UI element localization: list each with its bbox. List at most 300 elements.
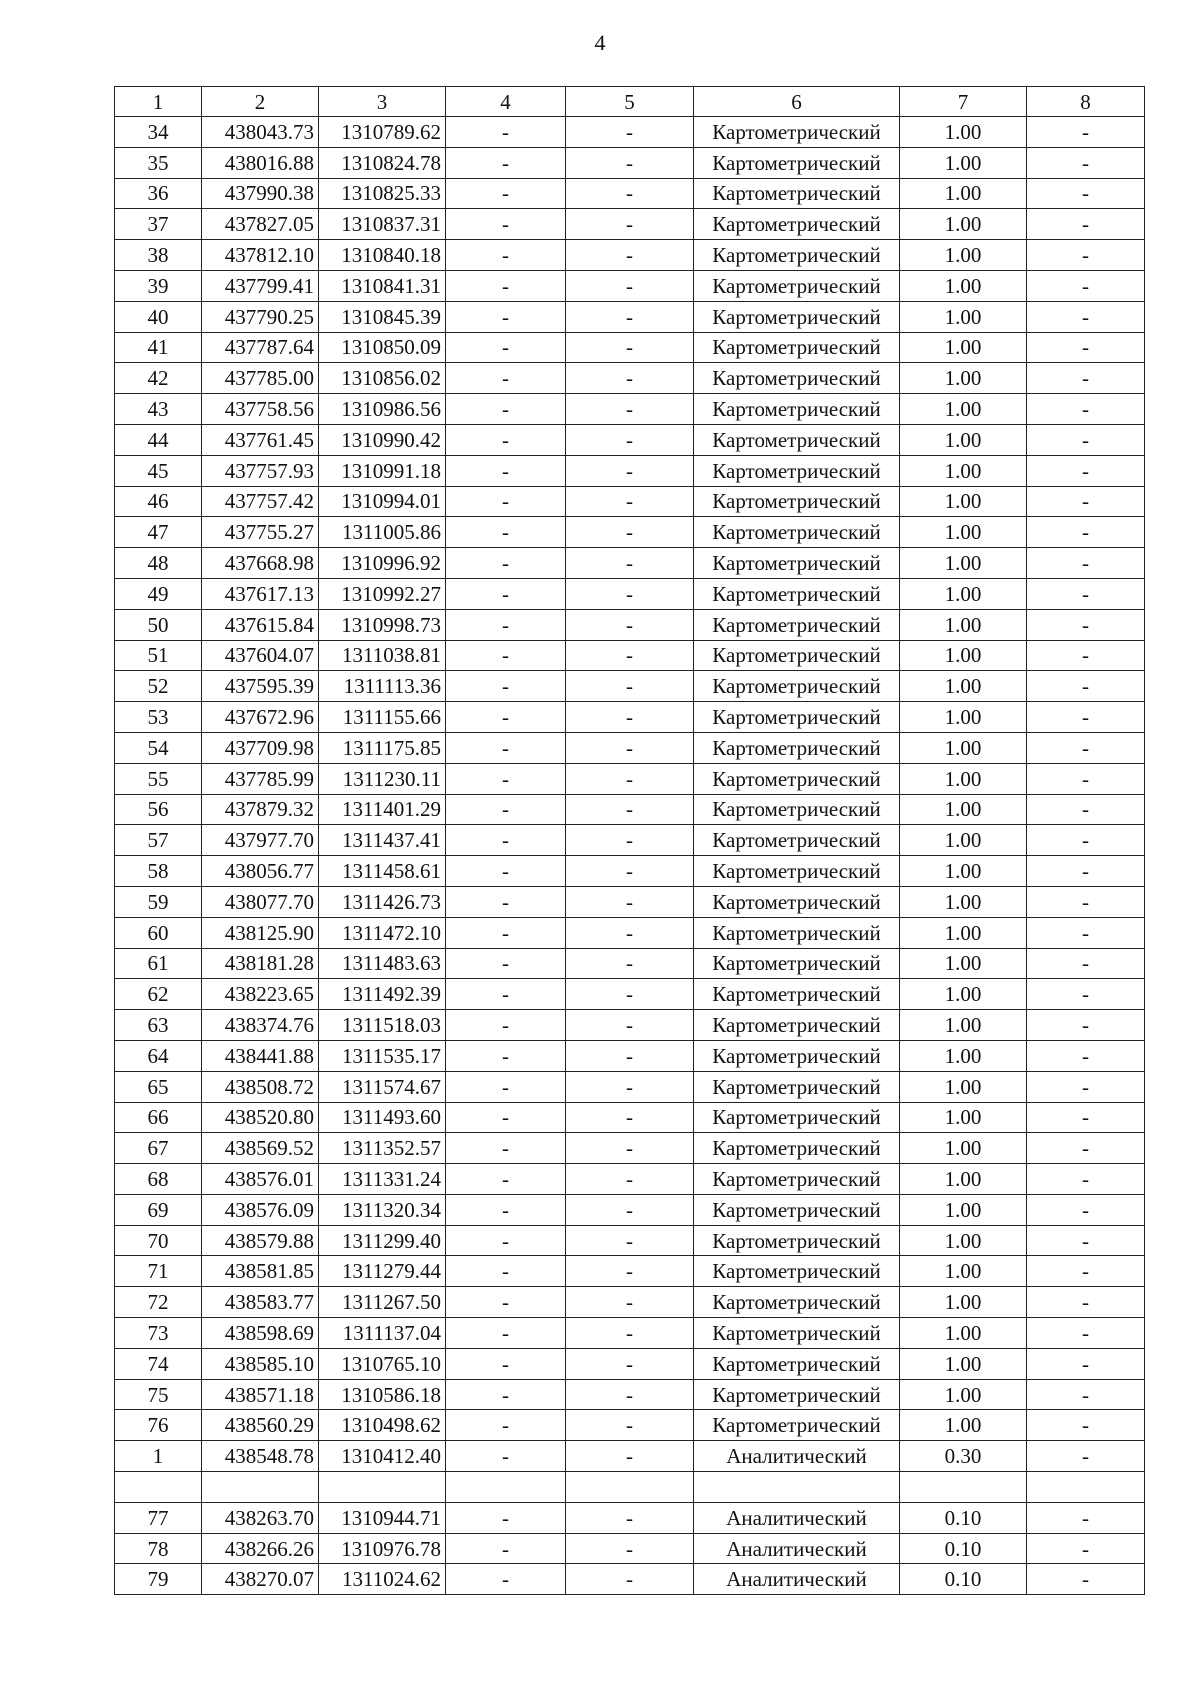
column-header-7: 7: [900, 87, 1027, 117]
y-coordinate-cell: 1310824.78: [319, 147, 446, 178]
column-4-cell: -: [446, 1225, 566, 1256]
table-row: [115, 332, 1145, 363]
point-number-cell: 74: [115, 1348, 202, 1379]
column-5-cell: -: [566, 117, 694, 148]
method-cell: Картометрический: [694, 1133, 900, 1164]
table-row: [115, 1133, 1145, 1164]
column-header-2: 2: [202, 87, 319, 117]
table-row: [115, 178, 1145, 209]
method-cell: Картометрический: [694, 424, 900, 455]
point-number-cell: 78: [115, 1533, 202, 1564]
method-cell: Картометрический: [694, 979, 900, 1010]
column-5-cell: -: [566, 1348, 694, 1379]
column-4-cell: -: [446, 825, 566, 856]
y-coordinate-cell: 1310825.33: [319, 178, 446, 209]
column-5-cell: -: [566, 1564, 694, 1595]
column-5-cell: -: [566, 640, 694, 671]
column-5-cell: -: [566, 886, 694, 917]
column-8-cell: -: [1027, 825, 1145, 856]
column-5-cell: -: [566, 1287, 694, 1318]
table-row: [115, 147, 1145, 178]
x-coordinate-cell: 437977.70: [202, 825, 319, 856]
x-coordinate-cell: 437787.64: [202, 332, 319, 363]
accuracy-cell: 1.00: [900, 732, 1027, 763]
table-row: [115, 671, 1145, 702]
column-4-cell: -: [446, 1010, 566, 1041]
table-row: [115, 486, 1145, 517]
column-4-cell: -: [446, 1410, 566, 1441]
column-4-cell: -: [446, 1379, 566, 1410]
column-5-cell: -: [566, 1164, 694, 1195]
x-coordinate-cell: 438579.88: [202, 1225, 319, 1256]
x-coordinate-cell: 437757.42: [202, 486, 319, 517]
y-coordinate-cell: 1310837.31: [319, 209, 446, 240]
x-coordinate-cell: 438270.07: [202, 1564, 319, 1595]
column-5-cell: -: [566, 1010, 694, 1041]
accuracy-cell: 1.00: [900, 209, 1027, 240]
y-coordinate-cell: 1311483.63: [319, 948, 446, 979]
accuracy-cell: 1.00: [900, 609, 1027, 640]
column-4-cell: -: [446, 1256, 566, 1287]
column-5-cell: -: [566, 1441, 694, 1472]
column-8-cell: -: [1027, 1379, 1145, 1410]
column-5-cell: -: [566, 671, 694, 702]
y-coordinate-cell: 1310991.18: [319, 455, 446, 486]
table-row: [115, 209, 1145, 240]
table-row: [115, 1472, 1145, 1503]
accuracy-cell: 1.00: [900, 1256, 1027, 1287]
accuracy-cell: 1.00: [900, 671, 1027, 702]
point-number-cell: 37: [115, 209, 202, 240]
point-number-cell: 34: [115, 117, 202, 148]
method-cell: Картометрический: [694, 886, 900, 917]
x-coordinate-cell: 438576.09: [202, 1194, 319, 1225]
method-cell: Аналитический: [694, 1502, 900, 1533]
accuracy-cell: 1.00: [900, 825, 1027, 856]
accuracy-cell: 1.00: [900, 147, 1027, 178]
column-header-8: 8: [1027, 87, 1145, 117]
table-row: [115, 825, 1145, 856]
method-cell: [694, 1472, 900, 1503]
y-coordinate-cell: 1310998.73: [319, 609, 446, 640]
point-number-cell: 1: [115, 1441, 202, 1472]
column-4-cell: -: [446, 1040, 566, 1071]
column-8-cell: -: [1027, 671, 1145, 702]
method-cell: Картометрический: [694, 486, 900, 517]
column-8-cell: -: [1027, 1040, 1145, 1071]
table-row: [115, 1225, 1145, 1256]
column-8-cell: -: [1027, 1133, 1145, 1164]
x-coordinate-cell: 438581.85: [202, 1256, 319, 1287]
y-coordinate-cell: 1311267.50: [319, 1287, 446, 1318]
column-4-cell: -: [446, 671, 566, 702]
point-number-cell: 46: [115, 486, 202, 517]
y-coordinate-cell: 1310976.78: [319, 1533, 446, 1564]
table-row: [115, 455, 1145, 486]
column-5-cell: -: [566, 1256, 694, 1287]
column-5-cell: -: [566, 1379, 694, 1410]
y-coordinate-cell: 1310845.39: [319, 301, 446, 332]
point-number-cell: 55: [115, 763, 202, 794]
x-coordinate-cell: 438569.52: [202, 1133, 319, 1164]
column-8-cell: -: [1027, 301, 1145, 332]
point-number-cell: 45: [115, 455, 202, 486]
x-coordinate-cell: 437785.99: [202, 763, 319, 794]
column-8-cell: -: [1027, 1502, 1145, 1533]
column-4-cell: -: [446, 578, 566, 609]
y-coordinate-cell: 1310841.31: [319, 270, 446, 301]
x-coordinate-cell: 437879.32: [202, 794, 319, 825]
accuracy-cell: 0.10: [900, 1533, 1027, 1564]
column-8-cell: -: [1027, 117, 1145, 148]
column-8-cell: -: [1027, 1441, 1145, 1472]
column-8-cell: -: [1027, 424, 1145, 455]
column-5-cell: -: [566, 1133, 694, 1164]
column-5-cell: -: [566, 517, 694, 548]
accuracy-cell: 1.00: [900, 1410, 1027, 1441]
point-number-cell: 73: [115, 1318, 202, 1349]
column-5-cell: [566, 1472, 694, 1503]
column-4-cell: -: [446, 1441, 566, 1472]
x-coordinate-cell: 438598.69: [202, 1318, 319, 1349]
header-row: [115, 87, 1145, 117]
accuracy-cell: 1.00: [900, 424, 1027, 455]
x-coordinate-cell: 438266.26: [202, 1533, 319, 1564]
method-cell: Картометрический: [694, 794, 900, 825]
column-8-cell: -: [1027, 517, 1145, 548]
y-coordinate-cell: 1311320.34: [319, 1194, 446, 1225]
column-4-cell: -: [446, 794, 566, 825]
point-number-cell: 48: [115, 548, 202, 579]
column-8-cell: -: [1027, 1194, 1145, 1225]
method-cell: Картометрический: [694, 609, 900, 640]
table-row: [115, 1533, 1145, 1564]
table-row: [115, 1379, 1145, 1410]
column-4-cell: -: [446, 486, 566, 517]
table-row: [115, 517, 1145, 548]
accuracy-cell: 1.00: [900, 178, 1027, 209]
x-coordinate-cell: 438576.01: [202, 1164, 319, 1195]
table-row: [115, 1410, 1145, 1441]
table-row: [115, 886, 1145, 917]
y-coordinate-cell: 1311038.81: [319, 640, 446, 671]
method-cell: Аналитический: [694, 1564, 900, 1595]
column-8-cell: -: [1027, 948, 1145, 979]
column-4-cell: -: [446, 548, 566, 579]
method-cell: Картометрический: [694, 332, 900, 363]
point-number-cell: 59: [115, 886, 202, 917]
table-row: [115, 1287, 1145, 1318]
column-8-cell: -: [1027, 1225, 1145, 1256]
column-4-cell: -: [446, 270, 566, 301]
method-cell: Картометрический: [694, 763, 900, 794]
point-number-cell: 35: [115, 147, 202, 178]
accuracy-cell: 1.00: [900, 1164, 1027, 1195]
table-row: [115, 394, 1145, 425]
x-coordinate-cell: 437672.96: [202, 702, 319, 733]
column-header-3: 3: [319, 87, 446, 117]
table-row: [115, 1102, 1145, 1133]
column-4-cell: -: [446, 178, 566, 209]
accuracy-cell: 1.00: [900, 702, 1027, 733]
point-number-cell: 68: [115, 1164, 202, 1195]
column-8-cell: -: [1027, 1164, 1145, 1195]
accuracy-cell: 1.00: [900, 1102, 1027, 1133]
column-4-cell: -: [446, 856, 566, 887]
x-coordinate-cell: 437761.45: [202, 424, 319, 455]
column-5-cell: -: [566, 548, 694, 579]
column-4-cell: -: [446, 702, 566, 733]
y-coordinate-cell: 1310412.40: [319, 1441, 446, 1472]
x-coordinate-cell: 438441.88: [202, 1040, 319, 1071]
column-8-cell: -: [1027, 394, 1145, 425]
column-4-cell: -: [446, 1194, 566, 1225]
column-5-cell: -: [566, 1410, 694, 1441]
table-body: [115, 117, 1145, 1595]
column-8-cell: -: [1027, 578, 1145, 609]
column-8-cell: -: [1027, 147, 1145, 178]
table-row: [115, 578, 1145, 609]
method-cell: Картометрический: [694, 548, 900, 579]
point-number-cell: 64: [115, 1040, 202, 1071]
x-coordinate-cell: 438560.29: [202, 1410, 319, 1441]
table-row: [115, 609, 1145, 640]
column-5-cell: -: [566, 270, 694, 301]
table-row: [115, 1164, 1145, 1195]
x-coordinate-cell: 438374.76: [202, 1010, 319, 1041]
column-5-cell: -: [566, 825, 694, 856]
point-number-cell: 70: [115, 1225, 202, 1256]
method-cell: Аналитический: [694, 1441, 900, 1472]
accuracy-cell: 1.00: [900, 640, 1027, 671]
point-number-cell: 57: [115, 825, 202, 856]
column-8-cell: -: [1027, 1318, 1145, 1349]
point-number-cell: 43: [115, 394, 202, 425]
method-cell: Картометрический: [694, 363, 900, 394]
accuracy-cell: 1.00: [900, 270, 1027, 301]
x-coordinate-cell: 437615.84: [202, 609, 319, 640]
column-5-cell: -: [566, 486, 694, 517]
point-number-cell: 50: [115, 609, 202, 640]
column-header-6: 6: [694, 87, 900, 117]
method-cell: Картометрический: [694, 1256, 900, 1287]
accuracy-cell: 1.00: [900, 794, 1027, 825]
table-row: [115, 856, 1145, 887]
column-4-cell: -: [446, 424, 566, 455]
accuracy-cell: 1.00: [900, 1194, 1027, 1225]
x-coordinate-cell: 438583.77: [202, 1287, 319, 1318]
column-5-cell: -: [566, 794, 694, 825]
column-8-cell: -: [1027, 548, 1145, 579]
point-number-cell: 44: [115, 424, 202, 455]
y-coordinate-cell: 1310996.92: [319, 548, 446, 579]
table-row: [115, 363, 1145, 394]
y-coordinate-cell: 1311535.17: [319, 1040, 446, 1071]
table-row: [115, 1318, 1145, 1349]
column-8-cell: -: [1027, 1102, 1145, 1133]
y-coordinate-cell: 1311024.62: [319, 1564, 446, 1595]
y-coordinate-cell: 1310856.02: [319, 363, 446, 394]
method-cell: Картометрический: [694, 301, 900, 332]
y-coordinate-cell: 1310789.62: [319, 117, 446, 148]
method-cell: Картометрический: [694, 1194, 900, 1225]
accuracy-cell: 1.00: [900, 948, 1027, 979]
column-8-cell: -: [1027, 702, 1145, 733]
point-number-cell: 36: [115, 178, 202, 209]
x-coordinate-cell: 438223.65: [202, 979, 319, 1010]
table-row: [115, 917, 1145, 948]
accuracy-cell: 1.00: [900, 363, 1027, 394]
table-row: [115, 1564, 1145, 1595]
table-row: [115, 948, 1145, 979]
table-row: [115, 424, 1145, 455]
point-number-cell: 56: [115, 794, 202, 825]
table-row: [115, 794, 1145, 825]
point-number-cell: 41: [115, 332, 202, 363]
table-row: [115, 1502, 1145, 1533]
column-4-cell: -: [446, 332, 566, 363]
x-coordinate-cell: 438077.70: [202, 886, 319, 917]
column-header-1: 1: [115, 87, 202, 117]
x-coordinate-cell: 438585.10: [202, 1348, 319, 1379]
method-cell: Картометрический: [694, 455, 900, 486]
column-8-cell: -: [1027, 1533, 1145, 1564]
y-coordinate-cell: 1311352.57: [319, 1133, 446, 1164]
point-number-cell: 42: [115, 363, 202, 394]
point-number-cell: 52: [115, 671, 202, 702]
column-8-cell: -: [1027, 917, 1145, 948]
table-row: [115, 1194, 1145, 1225]
table-row: [115, 1441, 1145, 1472]
y-coordinate-cell: 1311492.39: [319, 979, 446, 1010]
column-8-cell: -: [1027, 1010, 1145, 1041]
column-8-cell: -: [1027, 732, 1145, 763]
column-4-cell: -: [446, 1348, 566, 1379]
method-cell: Картометрический: [694, 1164, 900, 1195]
method-cell: Картометрический: [694, 732, 900, 763]
column-8-cell: -: [1027, 332, 1145, 363]
x-coordinate-cell: 437990.38: [202, 178, 319, 209]
column-4-cell: -: [446, 1287, 566, 1318]
accuracy-cell: 1.00: [900, 763, 1027, 794]
point-number-cell: 72: [115, 1287, 202, 1318]
x-coordinate-cell: 437668.98: [202, 548, 319, 579]
column-4-cell: -: [446, 1133, 566, 1164]
accuracy-cell: 1.00: [900, 979, 1027, 1010]
x-coordinate-cell: 437617.13: [202, 578, 319, 609]
column-5-cell: -: [566, 1225, 694, 1256]
x-coordinate-cell: [202, 1472, 319, 1503]
method-cell: Картометрический: [694, 1410, 900, 1441]
method-cell: Картометрический: [694, 640, 900, 671]
page-number: 4: [594, 30, 606, 55]
method-cell: Картометрический: [694, 1348, 900, 1379]
y-coordinate-cell: 1310586.18: [319, 1379, 446, 1410]
y-coordinate-cell: 1311472.10: [319, 917, 446, 948]
accuracy-cell: 1.00: [900, 117, 1027, 148]
column-4-cell: -: [446, 363, 566, 394]
column-5-cell: -: [566, 979, 694, 1010]
column-4-cell: -: [446, 886, 566, 917]
accuracy-cell: 1.00: [900, 886, 1027, 917]
column-8-cell: -: [1027, 455, 1145, 486]
table-row: [115, 1071, 1145, 1102]
y-coordinate-cell: 1311401.29: [319, 794, 446, 825]
point-number-cell: 77: [115, 1502, 202, 1533]
y-coordinate-cell: 1311113.36: [319, 671, 446, 702]
accuracy-cell: 0.10: [900, 1564, 1027, 1595]
method-cell: Картометрический: [694, 1010, 900, 1041]
accuracy-cell: 0.10: [900, 1502, 1027, 1533]
x-coordinate-cell: 438016.88: [202, 147, 319, 178]
y-coordinate-cell: 1311230.11: [319, 763, 446, 794]
y-coordinate-cell: 1311458.61: [319, 856, 446, 887]
table-row: [115, 979, 1145, 1010]
column-4-cell: -: [446, 763, 566, 794]
column-8-cell: [1027, 1472, 1145, 1503]
method-cell: Картометрический: [694, 147, 900, 178]
column-4-cell: -: [446, 979, 566, 1010]
table-row: [115, 548, 1145, 579]
column-8-cell: -: [1027, 763, 1145, 794]
column-8-cell: -: [1027, 240, 1145, 271]
column-5-cell: -: [566, 363, 694, 394]
method-cell: Картометрический: [694, 671, 900, 702]
column-5-cell: -: [566, 1040, 694, 1071]
point-number-cell: 63: [115, 1010, 202, 1041]
y-coordinate-cell: 1310765.10: [319, 1348, 446, 1379]
accuracy-cell: 1.00: [900, 1133, 1027, 1164]
method-cell: Картометрический: [694, 117, 900, 148]
method-cell: Картометрический: [694, 270, 900, 301]
column-4-cell: -: [446, 1318, 566, 1349]
column-5-cell: -: [566, 240, 694, 271]
table-header: [115, 87, 1145, 117]
point-number-cell: 69: [115, 1194, 202, 1225]
column-8-cell: -: [1027, 1071, 1145, 1102]
method-cell: Картометрический: [694, 1318, 900, 1349]
y-coordinate-cell: 1311155.66: [319, 702, 446, 733]
column-4-cell: -: [446, 117, 566, 148]
y-coordinate-cell: 1311175.85: [319, 732, 446, 763]
accuracy-cell: 1.00: [900, 1379, 1027, 1410]
column-4-cell: -: [446, 1164, 566, 1195]
y-coordinate-cell: 1311493.60: [319, 1102, 446, 1133]
point-number-cell: 53: [115, 702, 202, 733]
column-5-cell: -: [566, 763, 694, 794]
method-cell: Картометрический: [694, 209, 900, 240]
column-5-cell: -: [566, 917, 694, 948]
x-coordinate-cell: 438181.28: [202, 948, 319, 979]
column-8-cell: -: [1027, 1256, 1145, 1287]
table-row: [115, 1348, 1145, 1379]
table-row: [115, 702, 1145, 733]
y-coordinate-cell: 1311005.86: [319, 517, 446, 548]
method-cell: Картометрический: [694, 1071, 900, 1102]
point-number-cell: 67: [115, 1133, 202, 1164]
column-8-cell: -: [1027, 1348, 1145, 1379]
column-4-cell: -: [446, 948, 566, 979]
column-4-cell: -: [446, 609, 566, 640]
column-4-cell: -: [446, 455, 566, 486]
point-number-cell: 47: [115, 517, 202, 548]
method-cell: Картометрический: [694, 1225, 900, 1256]
column-5-cell: -: [566, 1502, 694, 1533]
point-number-cell: 71: [115, 1256, 202, 1287]
column-8-cell: -: [1027, 270, 1145, 301]
column-5-cell: -: [566, 1533, 694, 1564]
column-5-cell: -: [566, 424, 694, 455]
